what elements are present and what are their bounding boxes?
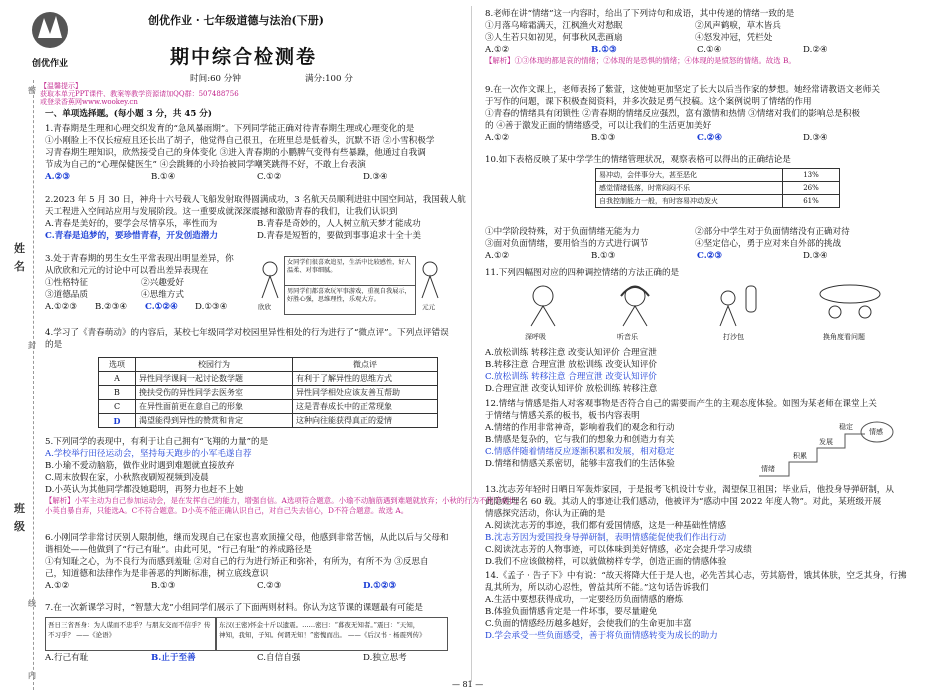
q9-option-d[interactable]: D.③④ xyxy=(803,133,828,143)
speech-bubble-2: 男同学们都喜欢玩军事游戏，重视自我展示，好胜心强，思维理性，乐观大方。 xyxy=(284,285,416,315)
q14-line: 乱其所为，所以动心忍性，曾益其所不能。”这句话告诉我们 xyxy=(485,583,709,593)
diagram-emotion: 情绪 xyxy=(761,465,775,473)
logo xyxy=(20,8,80,69)
q13-option-c[interactable]: C.阅读沈志芳的人物事迹，可以体味到美好情感，必定会提升学习成绩 xyxy=(485,545,752,555)
logo-text: 创优作业 xyxy=(31,59,68,69)
exam-time: 时间:60 分钟 xyxy=(190,74,241,84)
q4-line: 4.学习了《青春萌动》的内容后，某校七年级同学对校园里异性相处的行为进行了“微点评”。下列点评错误 xyxy=(45,328,449,338)
q1-line: 节成为自己的“心理保健医生” ④会跳舞的小玲抬被同学嘲笑跳得不好，不敢上台表演 xyxy=(45,160,366,170)
q1-option-b[interactable]: B.①④ xyxy=(151,172,176,182)
diagram-stable: 稳定 xyxy=(839,423,853,431)
page-number: — 81 — xyxy=(452,680,484,689)
q14-line: 14.《孟子 · 告子下》中有说：“故天将降大任于是人也，必先苦其心志，劳其筋骨，饿其体肤，空乏其身，行拂 xyxy=(485,571,907,581)
q2-option-c[interactable]: C.青春是追梦的，要珍惜青春，开发创造潜力 xyxy=(45,231,218,241)
q5-analysis: 【解析】小军主动为自己参加运动会，是在发挥自己的能力，增强自信。A选项符合题意。小瑜不动脑筋遇到难题就放弃；小秋的行为不利于成长； xyxy=(45,496,524,505)
caption-music: 听音乐 xyxy=(617,333,638,341)
table-row: 易冲动，会伴事分大，甚至恶化 13% xyxy=(596,169,840,182)
q14-option-d[interactable]: D.学会承受一些负面感受，善于将负面情感转变为成长的助力 xyxy=(485,631,718,641)
q11-option-a[interactable]: A.放松训练 转移注意 改变认知评价 合理宣泄 xyxy=(485,348,657,358)
q8-analysis: 【解析】①③体现的都是哀的情绪；②体现的是恐惧的情绪；④体现的是愤怒的情绪。故选 B。 xyxy=(485,56,796,65)
q7-option-b[interactable]: B.止于至善 xyxy=(151,653,196,663)
q6-line: 己，知道德和法律作为是非善恶的判断标准，树立底线意识 xyxy=(45,569,269,579)
q10-option-a[interactable]: A.①② xyxy=(485,251,510,261)
punching-bag-icon xyxy=(710,282,770,328)
q1-option-d[interactable]: D.③④ xyxy=(363,172,388,182)
question-11: 11.下列四幅图对应的四种调控情绪的方法正确的是 xyxy=(485,268,680,278)
side-class-1: 班 xyxy=(14,502,25,515)
q2-option-d[interactable]: D.青春是短暂的，要做到事事追求十全十美 xyxy=(257,231,422,241)
q3-option-b[interactable]: B.②③④ xyxy=(95,302,128,312)
q4-line: 的是 xyxy=(45,340,63,350)
q6-line: ①有知耻之心，为不良行为而感到羞耻 ②对自己的行为进行矫正和弥补，有所为，有所不为 ③反思自 xyxy=(45,557,429,567)
q4-table xyxy=(98,357,438,428)
page-title: 期中综合检测卷 xyxy=(170,46,318,68)
q2-line: 天工程进入空间站应用与发展阶段。这一重要成就深深震撼和激励青春的我们，让我们认识到 xyxy=(45,207,398,217)
q10-table xyxy=(595,168,840,208)
table-row: A 异性同学课间一起讨论数学题 有利于了解异性的思维方式 xyxy=(99,372,438,386)
logo-icon xyxy=(20,8,80,52)
q10-option-d[interactable]: D.③④ xyxy=(803,251,828,261)
q13-option-a[interactable]: A.阅读沈志芳的事迹，我们都有爱国情感，这是一种基础性情感 xyxy=(485,521,726,531)
q12-diagram xyxy=(755,418,895,480)
q1-line: 1.青春期是生理和心理交织发育的“急风暴雨期”。下列同学能正确对待青春期生理或心理变化的是 xyxy=(45,124,415,134)
q3-option-d[interactable]: D.①③④ xyxy=(195,302,228,312)
q2-line: 2.2023 年 5 月 30 日，神舟十六号载人飞船发射取得圆满成功，3 名航天员顺利进驻中国空间站，我国载人航 xyxy=(45,195,466,205)
tip-tag: 【温馨提示】 xyxy=(40,82,82,90)
q3-illustration xyxy=(258,256,448,314)
q10-item: ①中学阶段特殊，对于负面情绪无能为力 xyxy=(485,227,640,237)
q3-item: ③道德品质 xyxy=(45,290,88,300)
q4-header: 校园行为 xyxy=(136,358,293,372)
q9-line: 于写作的问题，课下积极查阅资料，并多次鼓足勇气投稿。这个案例说明了情绪的作用 xyxy=(485,97,812,107)
diagram-feeling: 情感 xyxy=(869,428,883,436)
diagram-develop: 发展 xyxy=(819,438,833,446)
caption-perspective: 换角度看问题 xyxy=(823,333,865,341)
q11-option-d[interactable]: D.合理宣泄 改变认知评价 放松训练 转移注意 xyxy=(485,384,658,394)
q2-option-b[interactable]: B.青春是奇妙的，人人树立航天梦才能成功 xyxy=(257,219,421,229)
q12-option-c[interactable]: C.情感伴随着情绪反应逐渐积累和发展，相对稳定 xyxy=(485,447,675,457)
q10-item: ③面对负面情绪，要用恰当的方式进行调节 xyxy=(485,239,649,249)
q3-line: 3.处于青春期的男生女生平常表现出明显差异，你 xyxy=(45,254,234,264)
q7-option-c[interactable]: C.自信自强 xyxy=(257,653,301,663)
q12-option-a[interactable]: A.情绪的作用非常神奇，影响着我们的观念和行动 xyxy=(485,423,675,433)
q12-option-b[interactable]: B.情感是复杂的，它与我们的想象力和创造力有关 xyxy=(485,435,675,445)
q11-pictures xyxy=(505,282,905,344)
q6-option-a[interactable]: A.①② xyxy=(45,581,70,591)
q1-option-c[interactable]: C.①② xyxy=(257,172,282,182)
q8-item: ②风声鹤唳，草木皆兵 xyxy=(695,21,781,31)
q10-item: ④坚定信心，勇于应对来自外部的挑战 xyxy=(695,239,842,249)
q9-line: 的 ④善于激发正面的情绪感受，可以让我们的生活更加美好 xyxy=(485,121,712,131)
q5-line: 5.下列同学的表现中，有利于让自己拥有“飞翔的力量”的是 xyxy=(45,437,269,447)
q14-option-c[interactable]: C.负面的情感经历越多越好，会使我们的生命更加丰富 xyxy=(485,619,692,629)
q2-option-a[interactable]: A.青春是美好的，要学会尽情享乐，率性而为 xyxy=(45,219,218,229)
q8-item: ①月落乌啼霜满天，江枫渔火对愁眠 xyxy=(485,21,623,31)
tip-line-2: 或登录香蕉网www.wookey.cn xyxy=(40,98,138,106)
q9-line: 9.在一次作文课上，老师表扬了紫萱，这使她更加坚定了长大以后当作家的梦想。她经常请教语文老师关 xyxy=(485,85,880,95)
q9-line: ①青春的情绪具有闭锁性 ②青春期的情绪反应强烈，富有激情和热情 ③情绪对我们的影响总是积极 xyxy=(485,109,860,119)
q13-line: 13.沈志芳年轻时日晒日军轰炸家园，于是报考飞机设计专业，渴望保卫祖国；毕业后，他投身导弹研制，从 xyxy=(485,485,894,495)
q8-option-c[interactable]: C.①④ xyxy=(697,45,722,55)
q6-line: 6.小刚同学非常讨厌别人限制他，继而发现自己在家也喜欢顶撞父母，他感到非常苦恼，从此以后与父母和 xyxy=(45,533,449,543)
q11-option-b[interactable]: B.转移注意 合理宣泄 放松训练 改变认知评价 xyxy=(485,360,657,370)
q12-line: 12.情绪与情感是指人对客观事物是否符合自己的需要而产生的主观态度体验。如图为某老师在课堂上关 xyxy=(485,399,877,409)
q12-line: 于情绪与情感关系的板书，板书内容表明 xyxy=(485,411,640,421)
q8-option-a[interactable]: A.①② xyxy=(485,45,510,55)
q11-option-c[interactable]: C.放松训练 转移注意 合理宣泄 改变认知评价 xyxy=(485,372,657,382)
q10-option-c[interactable]: C.②③ xyxy=(697,251,723,261)
q13-option-b[interactable]: B.沈志芳因为爱国投身导弹研制，表明情感能促使我们作出行动 xyxy=(485,533,727,543)
q7-line: 7.在一次新课学习时，“智慧大龙”小组同学们展示了下面两则材料。你认为这节课的课题最有可能是 xyxy=(45,603,423,613)
exam-score: 满分:100 分 xyxy=(305,74,353,84)
seal-char-4: 内 xyxy=(28,670,36,680)
question-14 xyxy=(485,570,907,642)
q9-option-c[interactable]: C.②④ xyxy=(697,133,723,143)
side-name-1: 姓 xyxy=(14,242,25,255)
q13-line: 此隐姓埋名 60 载。其动人的事迹让我们感动，他被评为“感动中国 2022 年度人物”。对此，某班级开展 xyxy=(485,497,882,507)
q10-body xyxy=(485,226,850,262)
table-row: B 挽扶受伤的异性同学去医务室 异性同学相处应该友善互帮助 xyxy=(99,386,438,400)
perspective-icon xyxy=(810,282,890,328)
question-4 xyxy=(45,327,449,351)
question-13 xyxy=(485,484,894,568)
q5-option-d[interactable]: D.小英认为其他同学都没她聪明，再努力也赶不上她 xyxy=(45,485,244,495)
question-5 xyxy=(45,436,524,516)
girl-icon xyxy=(258,260,282,300)
diagram-accumulate: 积累 xyxy=(793,452,807,460)
q7-option-a[interactable]: A.行己有耻 xyxy=(45,653,89,663)
table-row: C 在异性面前更在意自己的形象 这是青春成长中的正常现象 xyxy=(99,400,438,414)
q6-line: 谐相处——他做到了“行己有耻”。由此可见，“行己有耻”的养成路径是 xyxy=(45,545,312,555)
q8-item: ④怒发冲冠，凭栏处 xyxy=(695,33,773,43)
q9-option-a[interactable]: A.①② xyxy=(485,133,510,143)
speech-bubble-1: 女同学们很喜欢追星，生活中比较感性，好人温柔、对事细腻。 xyxy=(284,256,416,286)
q10-option-b[interactable]: B.①③ xyxy=(591,251,616,261)
q3-item: ②兴趣爱好 xyxy=(141,278,184,288)
q9-option-b[interactable]: B.①③ xyxy=(591,133,616,143)
question-6 xyxy=(45,532,449,592)
q3-line: 从欣欣和元元的讨论中可以看出差异表现在 xyxy=(45,266,209,276)
q4-header: 微点评 xyxy=(293,358,438,372)
q6-option-b[interactable]: B.①③ xyxy=(151,581,176,591)
q7-options xyxy=(45,652,407,664)
q3-item: ④思维方式 xyxy=(141,290,184,300)
q11-options xyxy=(485,347,657,395)
question-7 xyxy=(45,602,423,614)
q6-option-c[interactable]: C.②③ xyxy=(257,581,282,591)
question-2 xyxy=(45,194,466,242)
q7-material-left: 吾日三省吾身：为人谋而不忠乎？与朋友交而不信乎？传 不习乎？ ——《论语》 xyxy=(45,617,216,651)
name-xinxin: 欣欣 xyxy=(258,303,271,311)
side-name-2: 名 xyxy=(14,260,25,273)
q6-option-d[interactable]: D.①②③ xyxy=(363,581,397,591)
q7-option-d[interactable]: D.独立思考 xyxy=(363,653,407,663)
table-row: 自我控制能力一般，有时容易冲动发火 61% xyxy=(596,195,840,208)
section-heading: 一、单项选择题。(每小题 3 分，共 45 分) xyxy=(45,109,212,119)
question-1 xyxy=(45,123,434,183)
column-divider xyxy=(471,6,472,682)
side-class-2: 级 xyxy=(14,520,25,533)
q1-line: ①小刚脸上不仅长痘痘且还长出了胡子，他觉得自己很丑，在班里总是低着头，沉默不语 ②小雪积极学 xyxy=(45,136,435,146)
q1-line: 习青春期生理知识，欣然接受自己的身体变化 ③进入青春期的小鹏脾气变得有些暴躁，他通过自我调 xyxy=(45,148,426,158)
question-9 xyxy=(485,84,880,144)
q3-option-c[interactable]: C.①②④ xyxy=(145,302,178,312)
q10-item: ②部分中学生对于负面情绪没有正确对待 xyxy=(695,227,850,237)
series-title: 创优作业 · 七年级道德与法治(下册) xyxy=(148,14,324,27)
q13-option-d[interactable]: D.我们不应该做榜样，可以就做榜样专学，创造正面的情感体验 xyxy=(485,557,727,567)
caption-punching-bag: 打沙包 xyxy=(723,333,744,341)
boy-icon xyxy=(418,260,442,300)
caption-deep-breath: 深呼吸 xyxy=(525,333,546,341)
table-row: 感觉情绪低落，时常闷闷不乐 26% xyxy=(596,182,840,195)
music-icon xyxy=(605,282,665,328)
q8-option-b[interactable]: B.①③ xyxy=(591,45,617,55)
q5-option-b[interactable]: B.小瑜不爱动脑筋，做作业时遇到难题就直接放弃 xyxy=(45,461,235,471)
q14-option-b[interactable]: B.体验负面情感肯定是一件坏事，要尽量避免 xyxy=(485,607,658,617)
seal-char-3: 线 xyxy=(28,598,36,608)
table-row: D 渴望能得到异性的赞赏和肯定 这种向往能获得真正的爱情 xyxy=(99,414,438,428)
seal-char-1: 密 xyxy=(28,85,36,95)
q4-header: 选项 xyxy=(99,358,136,372)
question-8 xyxy=(485,8,828,66)
q13-line: 情感探究活动，你认为正确的是 xyxy=(485,509,606,519)
q14-option-a[interactable]: A.生活中要想获得成功，一定要经历负面情感的磨炼 xyxy=(485,595,684,605)
q8-item: ③人生若只如初见，何事秋风悲画扇 xyxy=(485,33,623,43)
q8-line: 8.老师在讲“情绪”这一内容时，给出了下列诗句和成语，其中传递的情绪一致的是 xyxy=(485,9,795,19)
question-3 xyxy=(45,253,234,313)
q5-analysis: 小英自暴自弃，只能选A。C不符合题意。D小英不能正确认识自己，对自己失去信心，D不符合题意。故选 A。 xyxy=(45,506,409,515)
q8-option-d[interactable]: D.②④ xyxy=(803,45,828,55)
q3-item: ①性格特征 xyxy=(45,278,88,288)
q5-option-c[interactable]: C.周末放假在家，小秋熬夜刷短视频到凌晨 xyxy=(45,473,209,483)
deep-breath-icon xyxy=(513,282,573,328)
tip-line-1: 获取本单元PPT课件、教案等教学资源请加QQ群：507488756 xyxy=(40,90,239,98)
q3-option-a[interactable]: A.①②③ xyxy=(45,302,78,312)
q7-material-right: 东汉(王密)怀金十斤以遗震。……密曰：“暮夜无知者。”震曰：“天知， 神知，我知，子知。何谓无知！”密愧而出。 ——《后汉书 · 杨震列传》 xyxy=(216,617,448,651)
question-10: 10.如下表格反映了某中学学生的情绪管理状况，观察表格可以得出的正确结论是 xyxy=(485,155,791,165)
q12-option-d[interactable]: D.情绪和情感关系密切，能够丰富我们的生活体验 xyxy=(485,459,675,469)
name-yuanyuan: 元元 xyxy=(422,303,435,311)
q1-option-a[interactable]: A.②③ xyxy=(45,172,71,182)
q5-option-a[interactable]: A.学校举行田径运动会，坚持每天跑步的小军毛遂自荐 xyxy=(45,449,252,459)
seal-char-2: 封 xyxy=(28,340,36,350)
